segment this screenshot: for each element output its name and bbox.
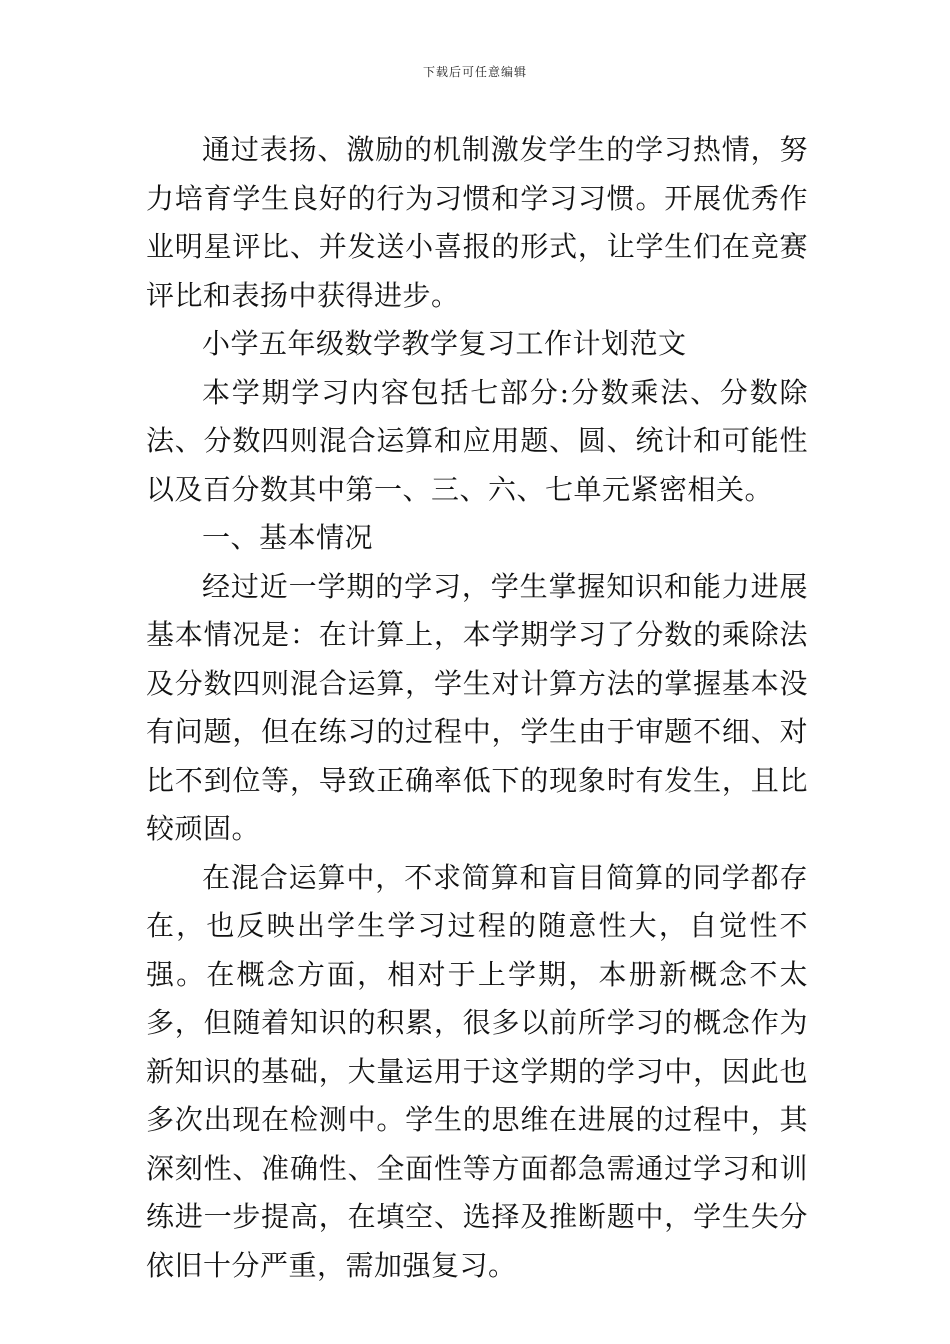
paragraph-mixed-operations: 在混合运算中，不求简算和盲目简算的同学都存在，也反映出学生学习过程的随意性大，自觉性不强。在概念方面，相对于上学期，本册新概念不太多，但随着知识的积累，很多以前所学习的概念作为新知识的基础，大量运用于这学期的学习中，因此也多次出现在检测中。学生的思维在进展的过程中，其深刻性、准确性、全面性等方面都急需通过学习和训练进一步提高，在填空、选择及推断题中，学生失分依旧十分严重，需加强复习。 xyxy=(146,860,808,1282)
paragraph-calculation-situation: 经过近一学期的学习，学生掌握知识和能力进展基本情况是：在计算上，本学期学习了分数的乘除法及分数四则混合运算，学生对计算方法的掌握基本没有问题，但在练习的过程中，学生由于审题不细、对比不到位等，导致正确率低下的现象时有发生，且比较顽固。 xyxy=(146,569,808,845)
section-heading-basic-situation: 一、基本情况 xyxy=(202,521,374,554)
document-body xyxy=(146,126,808,1290)
header-note: 下载后可任意编辑 xyxy=(422,65,527,79)
section-title: 小学五年级数学教学复习工作计划范文 xyxy=(202,327,687,360)
paragraph-semester-content: 本学期学习内容包括七部分:分数乘法、分数除法、分数四则混合运算和应用题、圆、统计和可能性以及百分数其中第一、三、六、七单元紧密相关。 xyxy=(146,375,808,506)
paragraph-praise-mechanism: 通过表扬、激励的机制激发学生的学习热情，努力培育学生良好的行为习惯和学习习惯。开展优秀作业明星评比、并发送小喜报的形式，让学生们在竞赛评比和表扬中获得进步。 xyxy=(146,133,808,312)
